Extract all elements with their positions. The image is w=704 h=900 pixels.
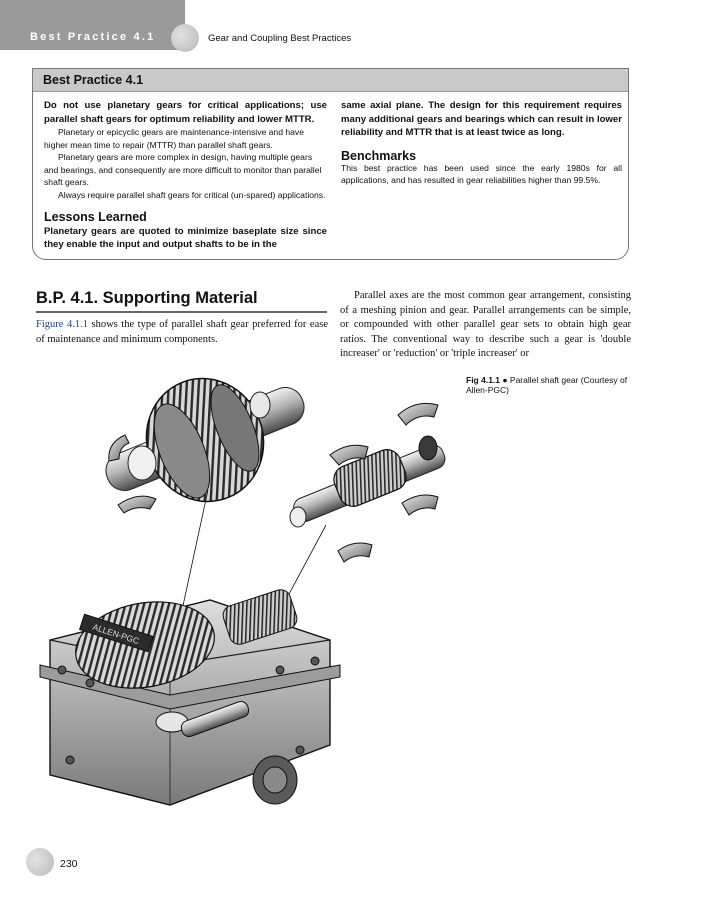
best-practice-box (32, 68, 629, 260)
box-lead-statement: Do not use planetary gears for critical applications; use parallel shaft gears for optimum reliability and lower MTTR. (44, 100, 327, 125)
figure-caption-label: Fig 4.1.1 (466, 375, 501, 385)
figure-caption-text: Parallel shaft gear (509, 375, 579, 385)
box-right-column (341, 99, 622, 186)
section-title-rule (36, 311, 327, 313)
box-right-lead: same axial plane. The design for this requirement requires many additional gears and bearings which can result in lower reliability and MTTR that is at least twice as long. (341, 100, 622, 138)
box-left-column (44, 99, 327, 252)
section-left-paragraph (36, 318, 328, 347)
page-number: 230 (60, 858, 78, 870)
header-circle-ornament (171, 24, 199, 52)
caption-bullet: ● (502, 375, 508, 385)
header-section-tab (0, 0, 185, 50)
lessons-learned-text: Planetary gears are quoted to minimize baseplate size since they enable the input and output shafts to be in the (44, 225, 327, 250)
gear-shaft-assembly (101, 365, 310, 519)
pinion-shaft-assembly (290, 436, 448, 527)
box-paragraph: Planetary gears are more complex in design, having multiple gears and bearings, and consequently are more difficult to monitor than parallel shaft gears. (44, 152, 322, 187)
section-left-text: shows the type of parallel shaft gear preferred for ease of maintenance and minimum components. (36, 319, 328, 345)
benchmarks-heading: Benchmarks (341, 148, 417, 163)
figure-caption (466, 375, 636, 395)
lessons-learned-heading: Lessons Learned (44, 210, 147, 224)
figure-reference-link[interactable]: Figure 4.1.1 (36, 319, 88, 330)
box-paragraph: Planetary or epicyclic gears are maintenance-intensive and have higher mean time to repair (MTTR) than parallel shaft gears. (44, 127, 305, 150)
footer-circle-ornament (26, 848, 54, 876)
best-practice-box-header (33, 69, 628, 92)
box-paragraph: Always require parallel shaft gears for critical (un-spared) applications. (58, 189, 326, 200)
parallel-shaft-gear-illustration (30, 365, 470, 825)
running-title: Gear and Coupling Best Practices (208, 33, 352, 44)
benchmarks-text: This best practice has been used since the early 1980s for all applications, and has resulted in gear reliabilities higher than 99.5%. (341, 163, 622, 185)
section-right-text: Parallel axes are the most common gear arrangement, consisting of a meshing pinion and gear. Parallel arrangements can be simple, or compounded with other parallel gear sets to obtain high gear ratios. The conventional way to describe such a gear is 'double increaser' or 'reduction' or 'triple increaser' or (340, 290, 631, 359)
gearbox-housing (40, 587, 340, 805)
figure-caption-credit: (Courtesy of Allen-PGC) (466, 375, 628, 395)
best-practice-box-title: Best Practice 4.1 (43, 73, 144, 87)
header-section-label: Best Practice 4.1 (30, 31, 156, 43)
gearbox-nameplate: ALLEN-PGC (91, 621, 141, 647)
section-title: B.P. 4.1. Supporting Material (36, 289, 258, 307)
section-right-paragraph (340, 289, 631, 362)
